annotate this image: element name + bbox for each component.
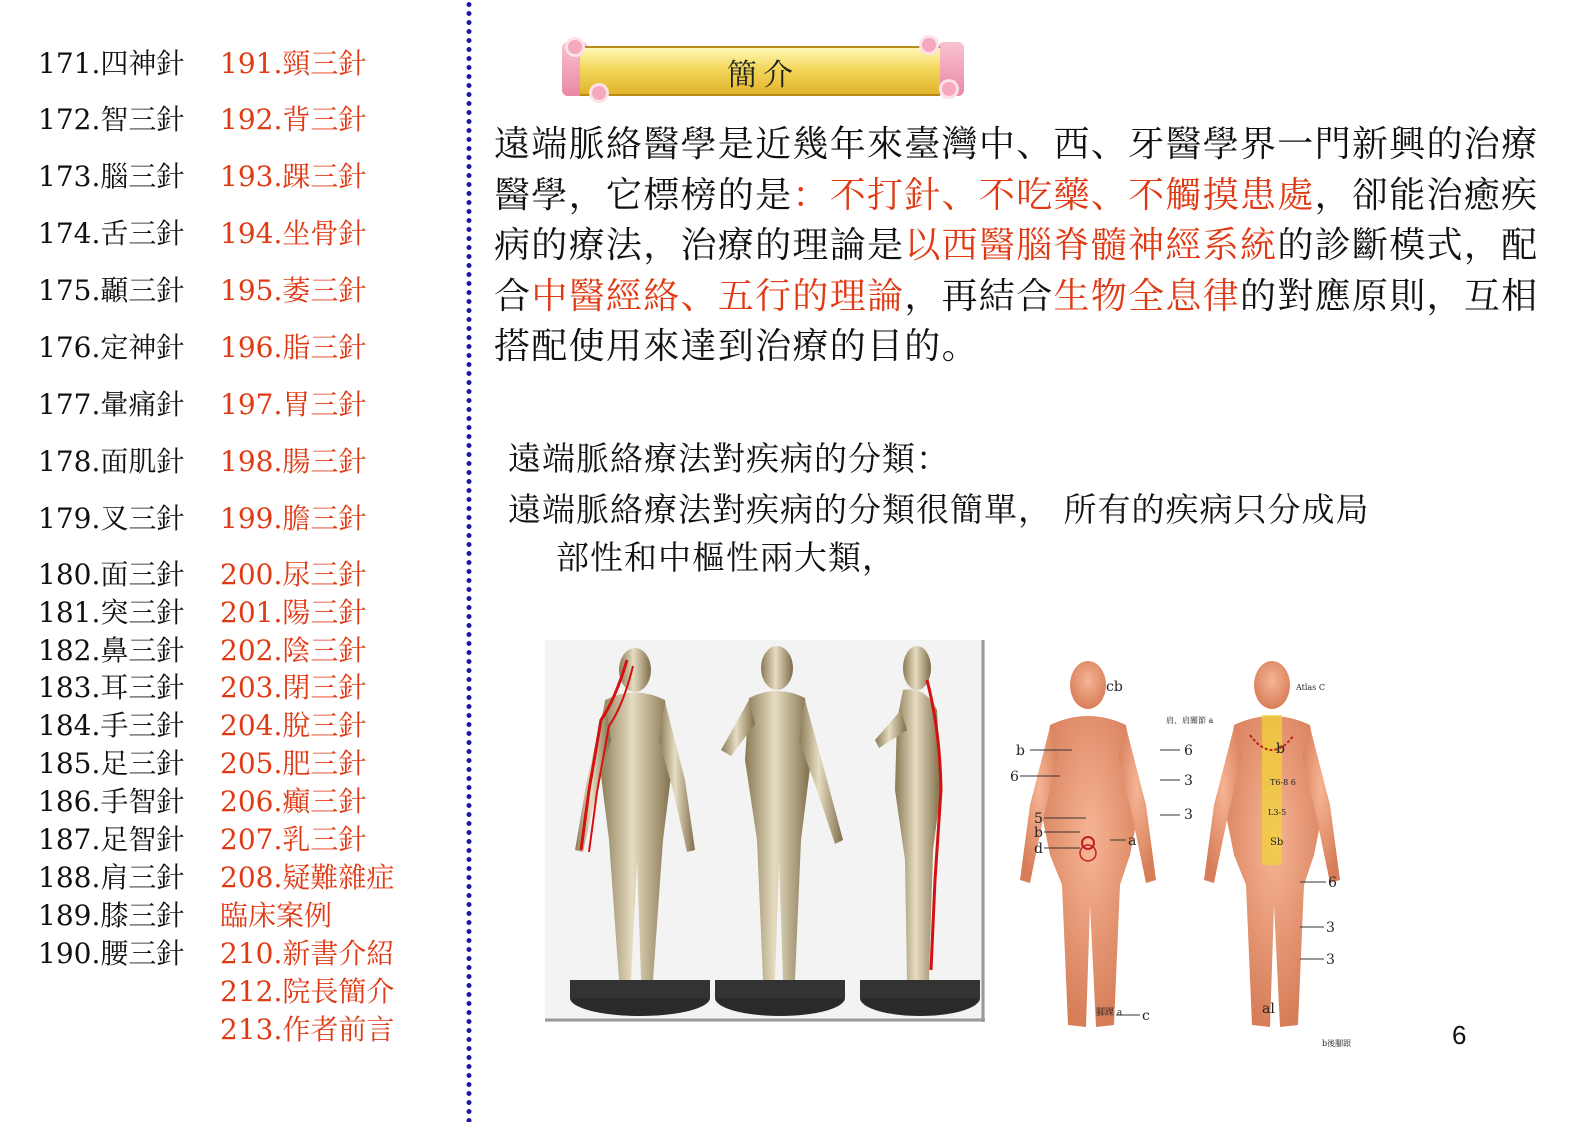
index-right-item[interactable]: 204.脫三針 [220, 709, 367, 742]
label-6c: 6 [1328, 875, 1337, 891]
index-row [38, 899, 333, 932]
para-text: 遠端脈絡醫學是近幾年來臺灣中、西、牙醫學界一門新興的治療醫學，它標榜的是 [494, 124, 1539, 216]
label-3: 3 [1184, 773, 1193, 789]
label-3c: 3 [1326, 920, 1335, 936]
classify-title: 遠端脈絡療法對疾病的分類： [508, 439, 950, 478]
index-row [38, 274, 367, 307]
index-right-item[interactable]: 202.陰三針 [220, 634, 367, 667]
index-row [38, 671, 367, 704]
index-row [38, 331, 367, 364]
index-number: 172. [38, 103, 101, 136]
index-row [38, 502, 367, 535]
index-row [38, 823, 367, 856]
index-right-item[interactable]: 194.坐骨針 [220, 217, 367, 250]
index-right-item[interactable]: 206.癲三針 [220, 785, 367, 818]
index-row [38, 160, 367, 193]
index-title: 膝三針 [100, 899, 185, 932]
label-cb: cb [1106, 679, 1123, 695]
index-left-item[interactable] [38, 389, 218, 421]
index-title: 舌三針 [100, 217, 185, 250]
index-title: 顳三針 [100, 274, 185, 307]
index-left-item[interactable] [38, 446, 218, 478]
para-highlight: 生物全息律 [1053, 275, 1241, 317]
label-al: al [1262, 1001, 1275, 1017]
index-row [38, 785, 367, 818]
index-number: 183. [38, 671, 101, 704]
index-left-item[interactable] [38, 559, 218, 591]
label-b2: b [1034, 825, 1043, 841]
index-left-item[interactable] [38, 597, 218, 629]
label-6: 6 [1010, 769, 1019, 785]
index-row [38, 937, 395, 970]
index-number: 180. [38, 558, 101, 591]
index-left-item[interactable] [38, 672, 218, 704]
index-right-item[interactable]: 192.背三針 [220, 103, 367, 136]
index-title: 肩三針 [100, 861, 185, 894]
index-row [38, 861, 395, 894]
index-left-item[interactable] [38, 503, 218, 535]
label-b: b [1016, 743, 1025, 759]
index-right-item[interactable]: 臨床案例 [220, 899, 333, 932]
index-right-item[interactable]: 205.肥三針 [220, 747, 367, 780]
index-number: 177. [38, 388, 101, 421]
index-number: 189. [38, 899, 101, 932]
acupuncture-statues-figure [545, 640, 985, 1022]
index-title: 四神針 [100, 47, 185, 80]
index-row [38, 634, 367, 667]
para-text: 的診斷模式，配合 [494, 225, 1539, 317]
index-number: 171. [38, 47, 101, 80]
index-row [38, 747, 367, 780]
index-right-item[interactable]: 191.頸三針 [220, 47, 367, 80]
index-number: 179. [38, 502, 101, 535]
index-number: 186. [38, 785, 101, 818]
index-row [38, 388, 367, 421]
index-left-item[interactable] [38, 218, 218, 250]
label-t: T6-8 6 [1270, 778, 1296, 787]
index-title: 叉三針 [100, 502, 185, 535]
para-text: ，再結合 [904, 275, 1054, 317]
para-highlight: 以西醫腦脊髓神經系統 [904, 225, 1278, 266]
page-number: 6 [1452, 1020, 1467, 1050]
index-right-item[interactable]: 197.胃三針 [220, 388, 367, 421]
index-number: 181. [38, 596, 101, 629]
para-highlight: ：不打針、不吃藥、不觸摸患處 [792, 174, 1315, 216]
index-number: 184. [38, 709, 101, 742]
label-ankle: 腳踝 a [1096, 1008, 1123, 1018]
index-right-item[interactable]: 212.院長簡介 [220, 975, 395, 1008]
index-left-item[interactable] [38, 748, 218, 780]
label-3b: 3 [1184, 807, 1193, 823]
index-right-item[interactable]: 207.乳三針 [220, 823, 367, 856]
index-left-item[interactable] [38, 862, 218, 894]
index-number: 190. [38, 937, 101, 970]
index-title: 耳三針 [100, 671, 185, 704]
index-row [38, 558, 367, 591]
intro-paragraph [494, 120, 1554, 373]
index-left-item[interactable] [38, 635, 218, 667]
index-left-item[interactable] [38, 275, 218, 307]
label-b-back: b [1276, 741, 1285, 757]
index-title: 手智針 [100, 785, 185, 818]
label-shoulder: 肩、肩關節 a [1166, 716, 1214, 725]
label-back-heel: b後腳跟 [1322, 1039, 1352, 1048]
index-row [38, 709, 367, 742]
index-title: 突三針 [100, 596, 185, 629]
index-left-item[interactable] [38, 48, 218, 80]
index-title: 足智針 [100, 823, 185, 856]
index-title: 定神針 [100, 331, 185, 364]
para-text: ，卻能治癒疾病的療法，治療的理論是 [494, 174, 1539, 266]
para-highlight: 中醫經絡、五行的理論 [531, 275, 905, 317]
index-left-item[interactable] [38, 161, 218, 193]
index-right-item[interactable]: 199.膽三針 [220, 502, 367, 535]
index-title: 面三針 [100, 558, 185, 591]
index-left-item[interactable] [38, 938, 218, 970]
index-number: 178. [38, 445, 101, 478]
index-left-item[interactable] [38, 900, 218, 932]
label-6b: 6 [1184, 743, 1193, 759]
label-sb: Sb [1270, 837, 1284, 848]
index-row [38, 217, 367, 250]
para-text: 的對應原則，互相搭配使用來達到治療的目的。 [494, 275, 1539, 367]
index-right-item[interactable]: 198.腸三針 [220, 445, 367, 478]
index-row [38, 445, 367, 478]
label-atlas: Atlas C [1296, 683, 1325, 692]
index-number: 185. [38, 747, 101, 780]
label-a: a [1128, 833, 1137, 849]
index-number: 176. [38, 331, 101, 364]
index-left-item[interactable] [38, 824, 218, 856]
index-right-item[interactable]: 201.陽三針 [220, 596, 367, 629]
index-left-item[interactable] [38, 332, 218, 364]
index-left-item[interactable] [38, 710, 218, 742]
anatomy-diagram-figure [1000, 655, 1370, 1050]
index-title: 智三針 [100, 103, 185, 136]
banner-title: 簡介 [727, 58, 799, 93]
classify-line-2: 部性和中樞性兩大類， [556, 538, 896, 577]
index-title: 面肌針 [100, 445, 185, 478]
label-3d: 3 [1326, 952, 1335, 968]
index-number: 182. [38, 634, 101, 667]
index-title: 腦三針 [100, 160, 185, 193]
index-number: 174. [38, 217, 101, 250]
index-number: 188. [38, 861, 101, 894]
label-c: c [1142, 1008, 1150, 1024]
index-number: 173. [38, 160, 101, 193]
index-number: 187. [38, 823, 101, 856]
title-banner [562, 38, 964, 102]
index-row [38, 103, 367, 136]
index-right-item[interactable]: 203.閉三針 [220, 671, 367, 704]
index-row [38, 596, 367, 629]
index-title: 腰三針 [100, 937, 185, 970]
index-right-item[interactable]: 210.新書介紹 [220, 937, 395, 970]
index-right-item[interactable]: 200.尿三針 [220, 558, 367, 591]
label-d: d [1034, 841, 1043, 857]
dotted-divider [466, 0, 472, 1122]
index-right-item[interactable]: 208.疑難雜症 [220, 861, 395, 894]
index-title: 足三針 [100, 747, 185, 780]
label-l: L3-5 [1268, 808, 1287, 817]
label-5: 5 [1034, 811, 1043, 827]
index-left-item[interactable] [38, 786, 218, 818]
index-left-item[interactable] [38, 104, 218, 136]
index-right-item[interactable]: 196.脂三針 [220, 331, 367, 364]
index-right-item[interactable]: 195.萎三針 [220, 274, 367, 307]
index-right-item[interactable]: 193.踝三針 [220, 160, 367, 193]
index-right-item[interactable]: 213.作者前言 [220, 1013, 395, 1046]
index-row [38, 47, 367, 80]
index-number: 175. [38, 274, 101, 307]
classify-line-1: 遠端脈絡療法對疾病的分類很簡單， 所有的疾病只分成局 [508, 490, 1370, 529]
index-title: 暈痛針 [100, 388, 185, 421]
index-title: 鼻三針 [100, 634, 185, 667]
index-title: 手三針 [100, 709, 185, 742]
